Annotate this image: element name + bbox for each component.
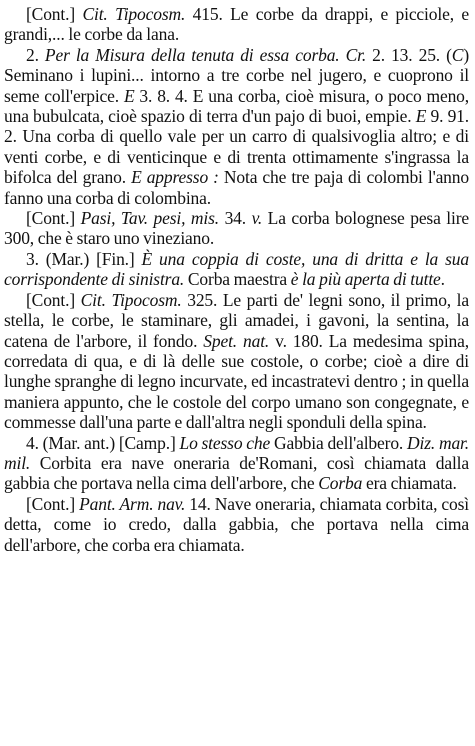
text-segment: Gabbia dell'albero. — [270, 432, 408, 453]
entry-paragraph-2 — [4, 45, 469, 208]
text-segment: 3. (Mar.) [Fin.] — [26, 248, 142, 269]
citation-source: Pasi, Tav. pesi, mis. — [80, 208, 220, 229]
citation-source: Cit. Tipocosm. — [82, 4, 186, 24]
text-segment: [Cont.] — [26, 208, 81, 229]
definition-text: Per la Misura della tenuta di essa corba. Cr. — [44, 44, 367, 65]
citation-source: Diz. mar. mil. — [4, 432, 469, 473]
text-segment: [Cont.] — [26, 493, 80, 514]
text-segment: 3. 8. 4. E una corba, cioè misura, o poco meno, una bubulcata, cioè spazio di terra d'un pajo di buoi, empie. — [4, 85, 469, 127]
text-segment: [Cont.] — [26, 4, 83, 24]
text-segment: . — [440, 269, 445, 290]
text-segment: 2. — [26, 44, 45, 65]
text-segment: La corba bolognese pesa lire 300, che è staro uno vineziano. — [4, 208, 469, 249]
text-segment: 34. — [219, 208, 252, 229]
text-segment: v. 180. La medesima spina, corredata di qua, e di là delle sue costole, o corbe; cioè a dire di lunghe spranghe di legno incurvate, ed incastratevi dentro ; in quella maniera appunto, che le costole del corpo umano son congegnate, e commesse dall'una parte e dall'altra negli sponduli della spina. — [4, 330, 469, 433]
citation-source: Spet. nat. — [203, 330, 270, 351]
definition-text: È una coppia di coste, una di dritta e la sua corrispondente di sinistra. — [4, 248, 469, 290]
text-segment: 9. 91. 2. Una corba di quello vale per un carro di qualsivoglia altro; e di venti corbe, e di venticinque e di trenta ottimamente s'ingrassa la bifolca del grano. — [4, 106, 470, 188]
text-segment: Corbita era nave oneraria de'Romani, così chiamata dalla gabbia che portava nella cima dell'arbore, che — [4, 452, 469, 494]
headword: Corba — [318, 473, 363, 494]
text-segment: 14. Nave oneraria, chiamata corbita, così detta, come io credo, dalla gabbia, che portava nella cima dell'arbore, che corba era chiamata. — [4, 493, 470, 555]
definition-text: Lo stesso che — [179, 432, 271, 453]
text-segment: 4. (Mar. ant.) [Camp.] — [26, 432, 180, 453]
entry-paragraph-5 — [4, 290, 469, 433]
text-segment: 325. Le parti de' legni sono, il primo, la stella, le corbe, le staminare, gli amadei, i gavoni, la sentina, la catena de l'arbore, il fondo. — [4, 289, 469, 351]
text-segment: Nota che tre paja di colombi l'anno fanno una corba di colombina. — [4, 167, 469, 208]
entry-paragraph-4 — [4, 249, 469, 290]
text-segment: 415. Le corbe da drappi, e picciole, e grandi,... le corbe da lana. — [4, 4, 469, 45]
citation-source: Cit. Tipocosm. — [80, 289, 182, 310]
text-segment: [Cont.] — [26, 289, 81, 310]
entry-paragraph-3 — [4, 208, 469, 249]
text-segment: Corba maestra — [184, 269, 291, 290]
citation-source: v. — [251, 208, 263, 229]
entry-paragraph-7 — [4, 494, 469, 555]
citation-source: C — [451, 44, 464, 65]
definition-text: è la più aperta di tutte — [290, 269, 441, 290]
entry-paragraph-6 — [4, 433, 469, 494]
citation-source: E — [415, 106, 427, 127]
citation-source: E appresso : — [131, 167, 219, 188]
entry-paragraph-1 — [4, 4, 469, 45]
text-segment: era chiamata. — [362, 473, 457, 494]
citation-source: E — [123, 85, 135, 106]
citation-source: Pant. Arm. nav. — [79, 493, 186, 514]
text-segment: ) Seminano i lupini... intorno a tre corbe nel jugero, e cuoprono il seme coll'erpice. — [4, 44, 469, 106]
text-segment: 2. 13. 25. ( — [366, 44, 452, 65]
